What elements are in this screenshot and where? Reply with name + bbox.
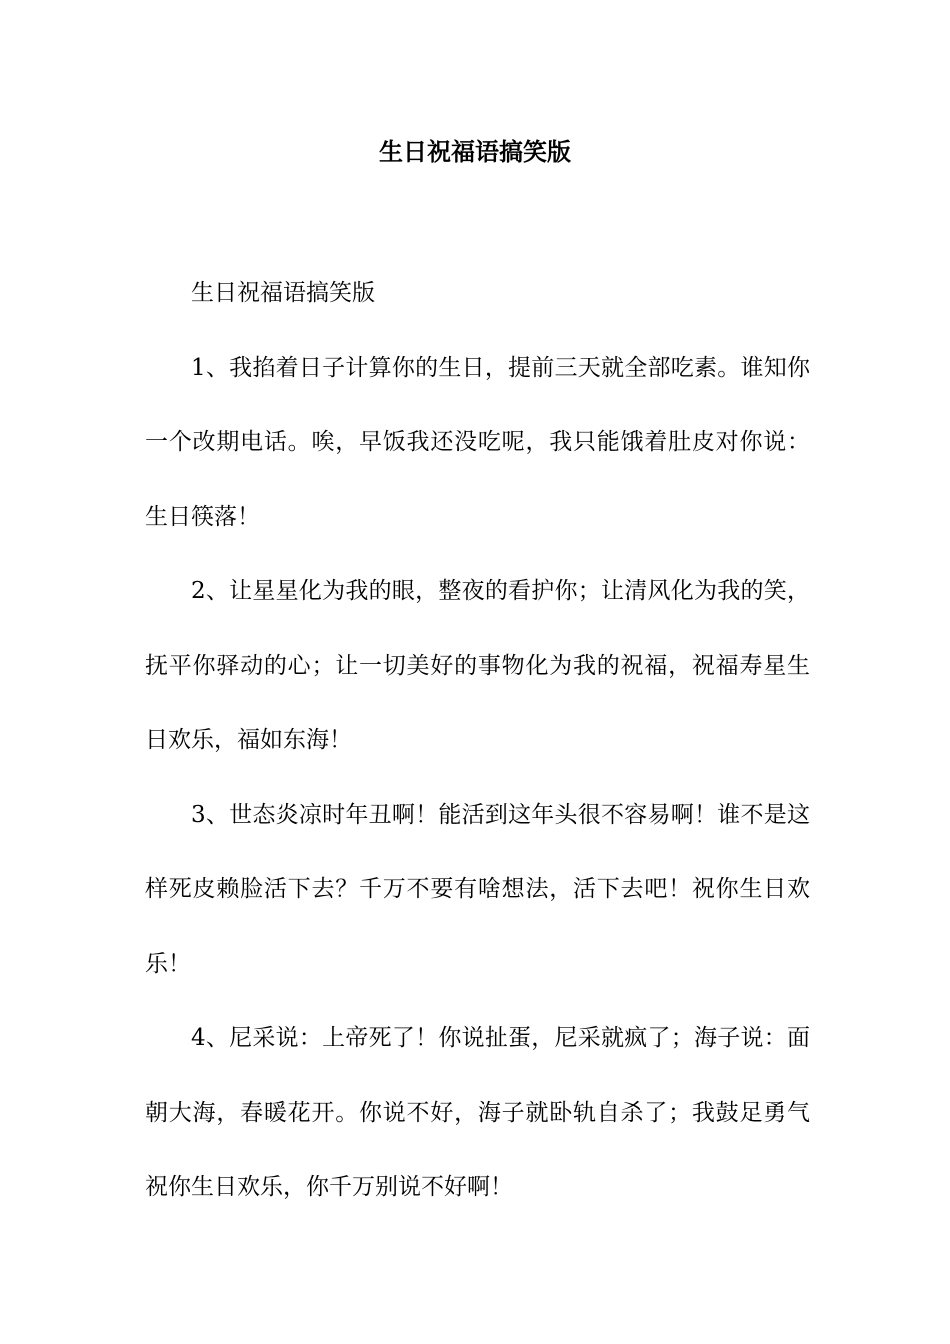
subtitle-paragraph: 生日祝福语搞笑版 [191, 280, 375, 306]
document-body [145, 256, 810, 1225]
wish-paragraph-2: 2、让星星化为我的眼，整夜的看护你；让清风化为我的笑，抚平你驿动的心；让一切美好的事物化为我的祝福，祝福寿星生日欢乐，福如东海！ [145, 578, 810, 753]
wish-paragraph-4: 4、尼采说：上帝死了！你说扯蛋，尼采就疯了；海子说：面朝大海，春暖花开。你说不好，海子就卧轨自杀了；我鼓足勇气祝你生日欢乐，你千万别说不好啊！ [145, 1025, 810, 1200]
document-title: 生日祝福语搞笑版 [379, 137, 571, 166]
wish-paragraph-1: 1、我掐着日子计算你的生日，提前三天就全部吃素。谁知你一个改期电话。唉，早饭我还没吃呢，我只能饿着肚皮对你说：生日筷落！ [145, 354, 810, 530]
wish-paragraph-3: 3、世态炎凉时年丑啊！能活到这年头很不容易啊！谁不是这样死皮赖脸活下去？千万不要有啥想法，活下去吧！祝你生日欢乐！ [145, 801, 810, 977]
